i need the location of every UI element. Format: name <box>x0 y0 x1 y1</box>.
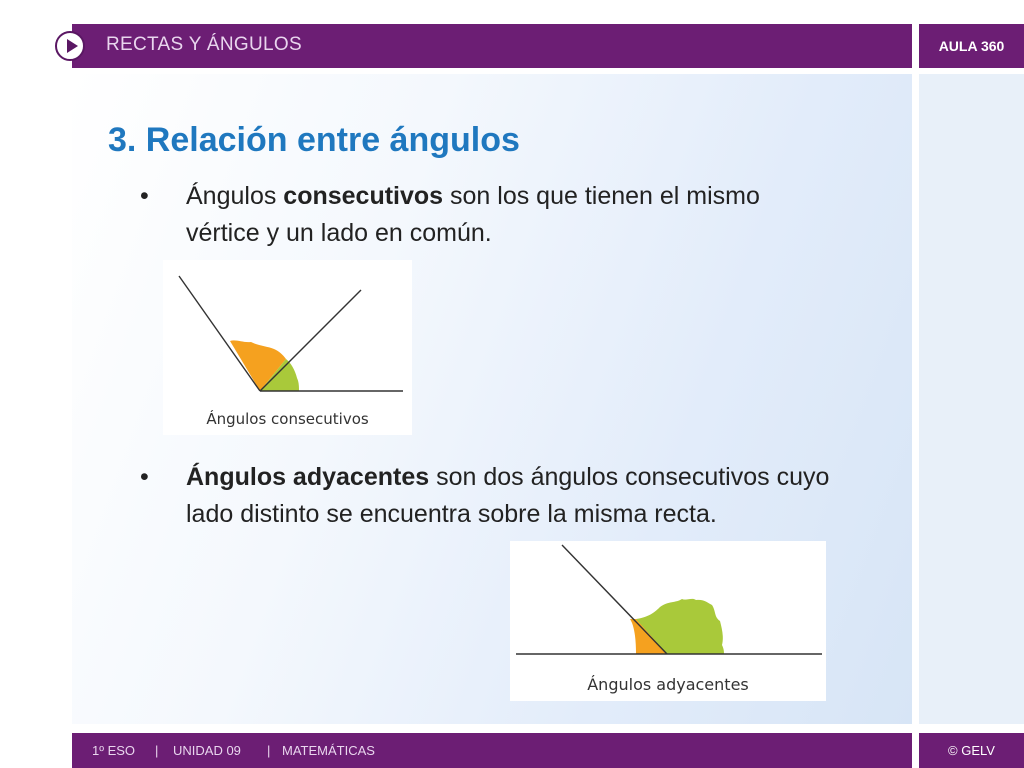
ray-diagonal <box>562 545 667 654</box>
header-bar <box>72 24 912 68</box>
slide-heading: 3. Relación entre ángulos <box>108 121 520 159</box>
bullet-adyacentes <box>186 459 836 533</box>
footer-unit: UNIDAD 09 <box>173 743 241 758</box>
bullet-term: consecutivos <box>283 182 444 210</box>
bullet-term: Ángulos adyacentes <box>186 463 430 491</box>
footer-course: 1º ESO <box>92 743 136 758</box>
bullet-text: son los que tienen el mismo vértice y un lado en común. <box>186 182 760 247</box>
ray-left <box>179 276 260 391</box>
footer-separator: | <box>155 743 159 758</box>
bullet-consecutivos <box>186 178 836 252</box>
footer-bar <box>72 733 912 768</box>
figure-caption: Ángulos adyacentes <box>587 675 749 694</box>
footer-subject: MATEMÁTICAS <box>282 743 375 758</box>
play-icon[interactable] <box>55 31 85 61</box>
figure-caption: Ángulos consecutivos <box>206 410 369 428</box>
figure-adjacent-angles <box>510 541 826 701</box>
brand-label: AULA 360 <box>919 24 1024 68</box>
bullet-lead: Ángulos <box>186 182 284 210</box>
bullet-text: son dos ángulos consecutivos cuyo lado distinto se encuentra sobre la misma recta. <box>186 463 830 528</box>
footer-separator: | <box>267 743 271 758</box>
presentation-title: RECTAS Y ÁNGULOS <box>106 34 302 55</box>
adjacent-angles-diagram <box>510 541 826 671</box>
consecutive-angles-diagram <box>163 260 412 410</box>
side-panel <box>919 74 1024 724</box>
copyright: © GELV <box>919 733 1024 768</box>
ray-right <box>260 290 361 391</box>
figure-consecutive-angles <box>163 260 412 435</box>
